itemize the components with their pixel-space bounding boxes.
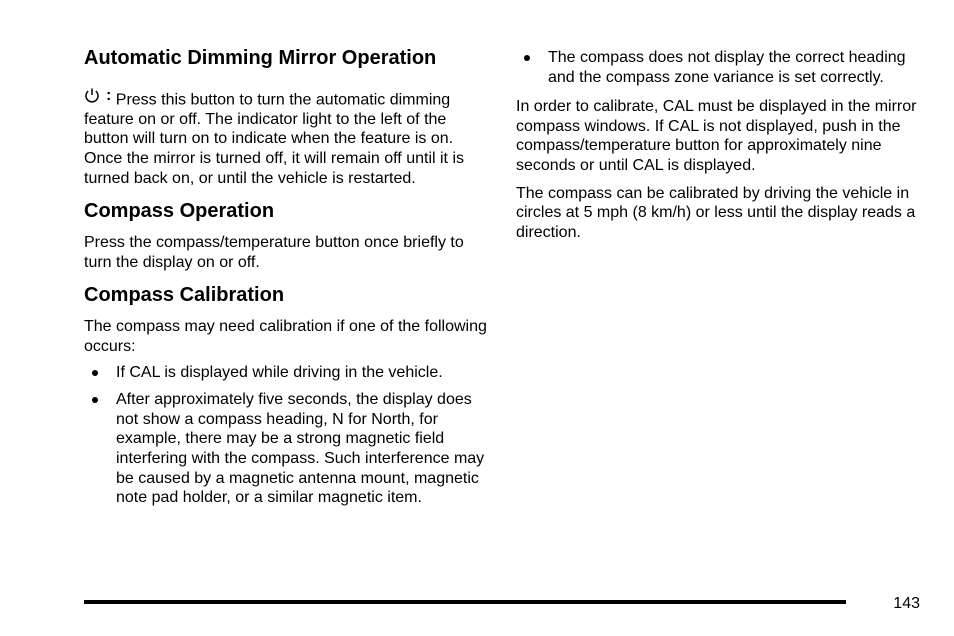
left-column: [84, 46, 494, 508]
list-item: [516, 48, 926, 87]
dimming-heading: Automatic Dimming Mirror Operation: [84, 47, 437, 69]
compass-calibration-text: The compass may need calibration if one of the following occurs:: [84, 318, 487, 356]
right-bullet-list: [516, 48, 926, 87]
compass-calibration-heading: Compass Calibration: [84, 284, 285, 307]
dimming-paragraph: [84, 86, 494, 188]
power-button-colon: :: [106, 87, 112, 104]
footer-rule: [84, 600, 846, 604]
power-button-label: [84, 86, 111, 106]
dimming-text: Press this button to turn the automatic dimming feature on or off. The indicator light to the left of the button will turn on to indicate when the feature is on. Once the mirror is turned off, it will remain off until it is turned back on, or until the vehicle is restarted.: [84, 91, 464, 187]
list-item: [84, 390, 494, 508]
bullet-icon: [92, 397, 98, 403]
driving-paragraph: The compass can be calibrated by driving the vehicle in circles at 5 mph (8 km/h) or less until the display reads a direction.: [516, 184, 916, 241]
right-column: [516, 48, 926, 242]
calibrate-paragraph: In order to calibrate, CAL must be displayed in the mirror compass windows. If CAL is not displayed, push in the compass/temperature button for approximately nine seconds or until CAL is displayed.: [516, 98, 917, 174]
list-item-text: The compass does not display the correct heading and the compass zone variance is set correctly.: [548, 49, 906, 86]
page-number: 143: [893, 595, 920, 612]
bullet-icon: [92, 370, 98, 376]
list-item-text: After approximately five seconds, the display does not show a compass heading, N for North, for example, there may be a strong magnetic field interfering with the compass. Such interference may be caused by a magnetic antenna mount, magnetic note pad holder, or a similar magnetic item.: [116, 391, 485, 507]
power-icon: [84, 87, 100, 104]
compass-operation-text: Press the compass/temperature button once briefly to turn the display on or off.: [84, 234, 464, 271]
calibration-bullet-list: [84, 363, 494, 508]
list-item: [84, 363, 494, 383]
compass-operation-heading: Compass Operation: [84, 200, 275, 223]
list-item-text: If CAL is displayed while driving in the vehicle.: [116, 363, 443, 381]
bullet-icon: [524, 55, 530, 61]
